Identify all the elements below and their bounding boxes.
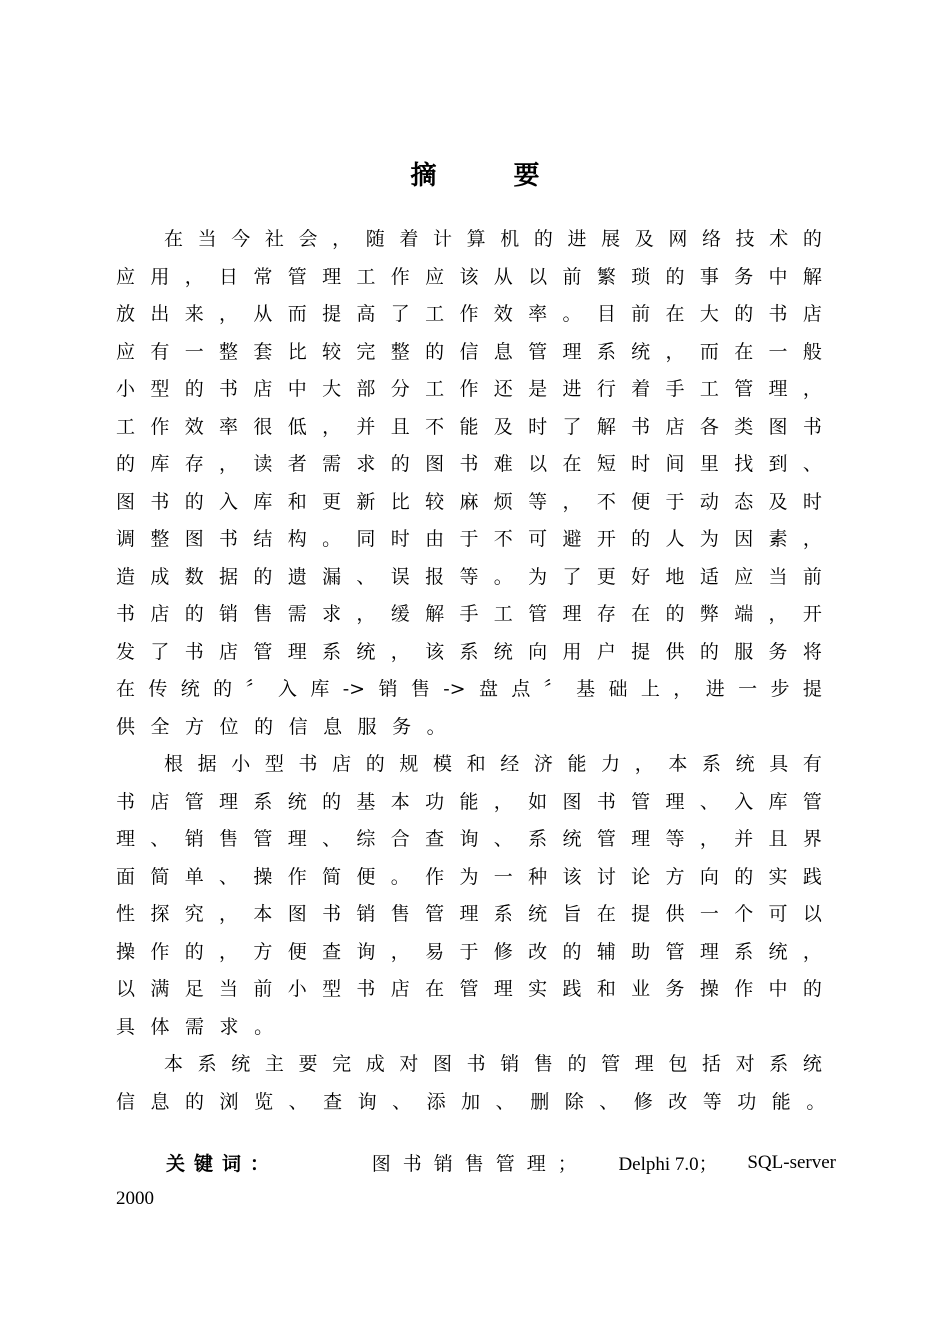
text-line: 小 型 的 书 店 中 大 部 分 工 作 还 是 进 行 着 手 工 管 理 ， — [116, 378, 822, 400]
text-line: 在 传 统 的 〞 入 库 -> 销 售 -> 盘 点 〞 基 础 上 ， 进 一 步 提 — [116, 678, 822, 700]
text-line: 以 满 足 当 前 小 型 书 店 在 管 理 实 践 和 业 务 操 作 中 的 — [116, 978, 822, 1000]
keyword-term-3-continued: 2000 — [116, 1188, 154, 1209]
text-line: 发 了 书 店 管 理 系 统 ， 该 系 统 向 用 户 提 供 的 服 务 将 — [116, 640, 822, 663]
text-line: 操 作 的 ， 方 便 查 询 ， 易 于 修 改 的 辅 助 管 理 系 统 ， — [116, 940, 822, 963]
abstract-body — [116, 221, 826, 1121]
text-line: 书 店 的 销 售 需 求 ， 缓 解 手 工 管 理 存 在 的 弊 端 ， 开 — [116, 603, 822, 625]
text-line: 书 店 管 理 系 统 的 基 本 功 能 ， 如 图 书 管 理 、 入 库 管 — [116, 790, 822, 813]
text-line: 信 息 的 浏 览 、 查 询 、 添 加 、 删 除 、 修 改 等 功 能 。 — [116, 1090, 826, 1113]
keyword-term-2: Delphi 7.0； — [618, 1154, 718, 1175]
keyword-term-3: SQL-server — [747, 1151, 836, 1173]
text-line: 性 探 究 ， 本 图 书 销 售 管 理 系 统 旨 在 提 供 一 个 可 以 — [116, 903, 822, 925]
text-line: 调 整 图 书 结 构 。 同 时 由 于 不 可 避 开 的 人 为 因 素 ， — [116, 528, 822, 550]
text-line: 根 据 小 型 书 店 的 规 模 和 经 济 能 力 ， 本 系 统 具 有 — [164, 753, 822, 775]
text-line: 理 、 销 售 管 理 、 综 合 查 询 、 系 统 管 理 等 ， 并 且 界 — [116, 828, 822, 850]
text-line: 工 作 效 率 很 低 ， 并 且 不 能 及 时 了 解 书 店 各 类 图 书 — [116, 415, 822, 438]
text-line: 放 出 来 ， 从 而 提 高 了 工 作 效 率 。 目 前 在 大 的 书 店 — [116, 303, 822, 325]
text-line: 造 成 数 据 的 遗 漏 、 误 报 等 。 为 了 更 好 地 适 应 当 前 — [116, 565, 822, 588]
text-line: 应 用 ， 日 常 管 理 工 作 应 该 从 以 前 繁 琐 的 事 务 中 解 — [116, 265, 822, 288]
text-line: 面 简 单 、 操 作 简 便 。 作 为 一 种 该 讨 论 方 向 的 实 践 — [116, 865, 822, 888]
text-line: 图 书 的 入 库 和 更 新 比 较 麻 烦 等 ， 不 便 于 动 态 及 时 — [116, 490, 822, 513]
text-line: 本 系 统 主 要 完 成 对 图 书 销 售 的 管 理 包 括 对 系 统 — [164, 1053, 822, 1075]
text-line: 的 库 存 ， 读 者 需 求 的 图 书 难 以 在 短 时 间 里 找 到 、 — [116, 453, 822, 475]
text-line: 在 当 今 社 会 ， 随 着 计 算 机 的 进 展 及 网 络 技 术 的 — [164, 228, 822, 250]
page-title: 摘 要 — [410, 161, 574, 191]
text-line: 供 全 方 位 的 信 息 服 务 。 — [116, 715, 446, 738]
text-line: 具 体 需 求 。 — [116, 1015, 274, 1038]
text-line: 应 有 一 整 套 比 较 完 整 的 信 息 管 理 系 统 ， 而 在 一 般 — [116, 340, 822, 363]
keywords-line — [166, 1144, 836, 1181]
keyword-term-1: 图书销售管理； — [371, 1153, 589, 1175]
keywords-label: 关键词： — [166, 1153, 279, 1175]
